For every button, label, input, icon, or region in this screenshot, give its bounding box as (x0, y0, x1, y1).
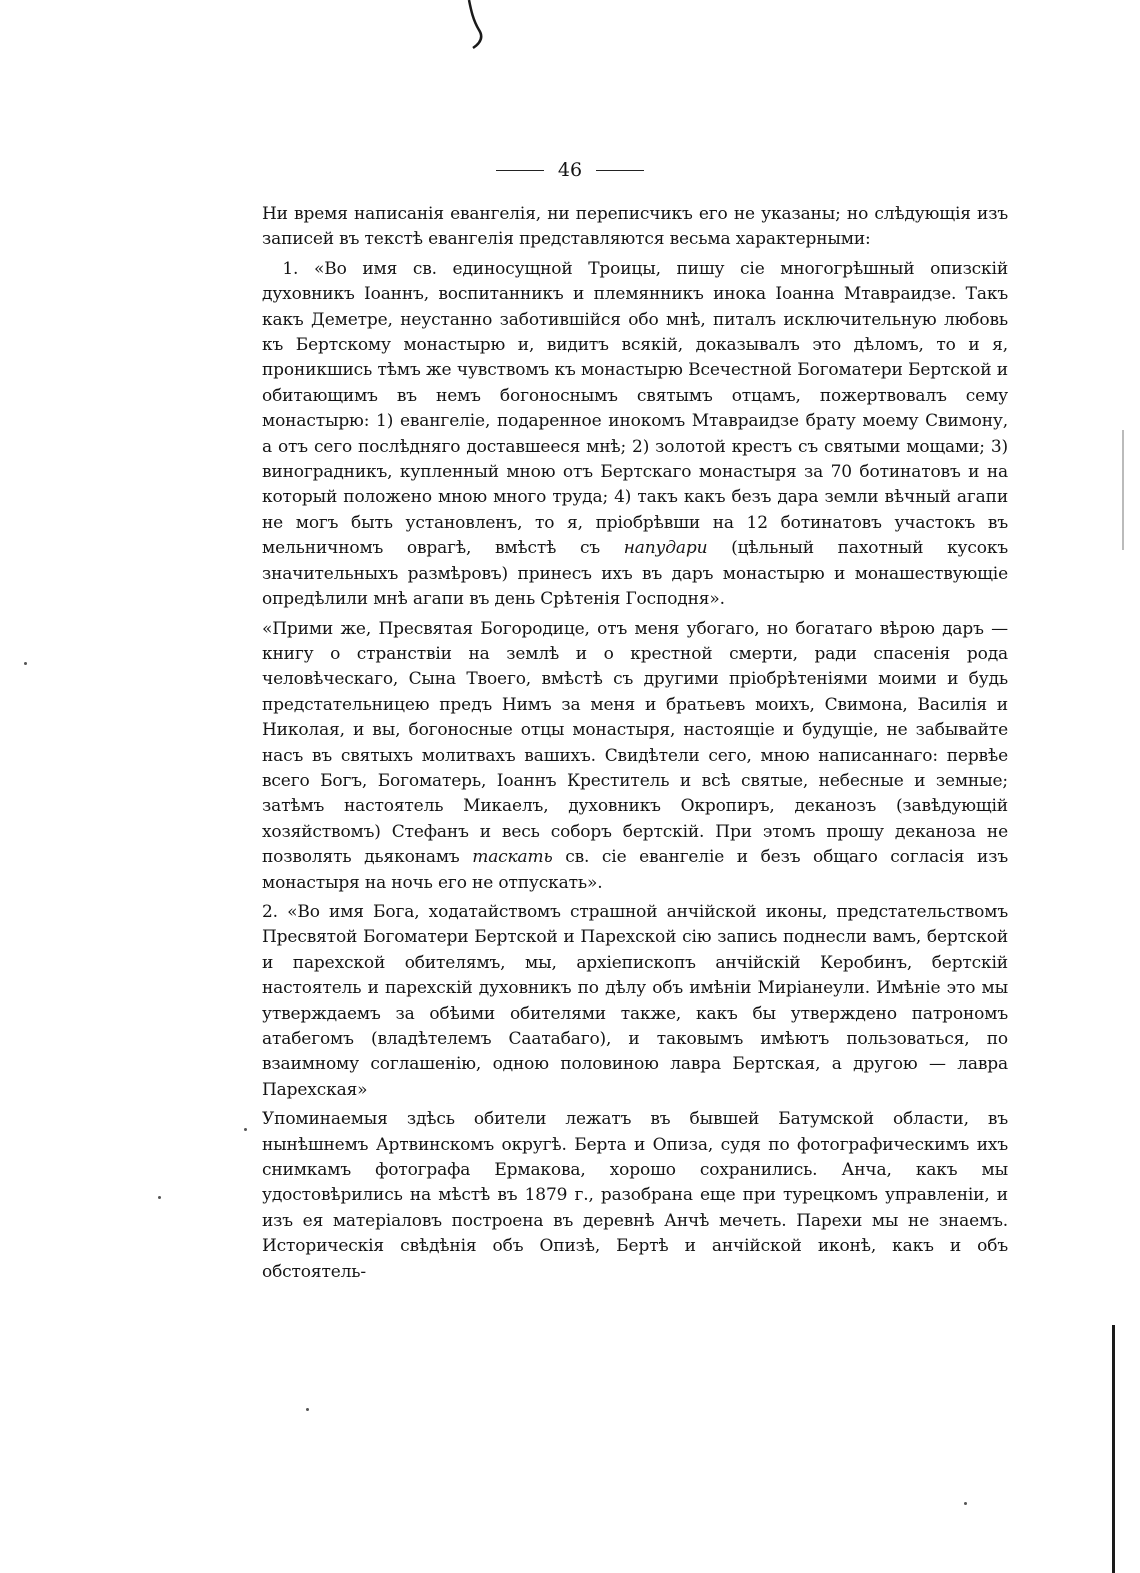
italic-term: напудари (623, 538, 708, 559)
paragraph-text: Ни время написанія евангелія, ни переписчикъ его не указаны; но слѣдующія изъ записей въ текстѣ евангелія представляются весьма характерными: (262, 204, 1008, 250)
paragraph-text: св. сіе евангеліе и безъ общаго согласія изъ монастыря на ночь его не отпускать». (262, 847, 1008, 893)
scan-speck (244, 1128, 247, 1131)
paragraph (262, 900, 1008, 1103)
header-rule-right (596, 170, 644, 171)
paragraph (262, 1107, 1008, 1285)
scan-edge-line (1112, 1325, 1115, 1573)
scan-speck (158, 1196, 161, 1199)
paragraph (262, 257, 1008, 613)
scan-speck (306, 1408, 309, 1411)
margin-bracket-mark (455, 0, 495, 52)
body-text (262, 202, 1008, 1289)
paragraph-text: 2. «Во имя Бога, ходатайствомъ страшной анчійской иконы, предстательствомъ Пресвятой Богоматери Бертской и Парехской сію запись поднесли вамъ, бертской и парехской обителямъ, мы, архіепископъ анчійскій Керобинъ, бертскій настоятель и парехскій духовникъ по дѣлу объ имѣніи Миріанеули. Имѣніе это мы утверждаемъ за обѣими обителями также, какъ бы утверждено патрономъ атабегомъ (владѣтелемъ Саатабаго), и таковымъ имѣютъ пользоваться, по взаимному соглашенію, одною половиною лавра Бертская, а другою — лавра Парехская» (262, 901, 1008, 1100)
italic-term: таскать (472, 847, 553, 868)
paragraph-text: «Прими же, Пресвятая Богородице, отъ меня убогаго, но богатаго вѣрою даръ — книгу о странствіи на землѣ и о крестной смерти, ради спасенія рода человѣческаго, Сына Твоего, вмѣстѣ съ другими пріобрѣтеніями моими и будь предстательницею предъ Нимъ за меня и братьевъ моихъ, Свимона, Василія и Николая, и вы, богоносные отцы монастыря, настоящіе и будущіе, не забывайте насъ въ святыхъ молитвахъ вашихъ. Свидѣтели сего, мною написаннаго: первѣе всего Богъ, Богоматерь, Іоаннъ Креститель и всѣ святые, небесные и земные; затѣмъ настоятель Микаелъ, духовникъ Окропиръ, деканозъ (завѣдующій хозяйствомъ) Стефанъ и весь соборъ бертскій. При этомъ прошу деканоза не позволять дьяконамъ (262, 618, 1008, 868)
page-number: 46 (557, 159, 583, 181)
paragraph (262, 617, 1008, 896)
scan-speck (24, 662, 27, 665)
scan-speck (964, 1502, 967, 1505)
page-header (0, 158, 1140, 182)
scan-edge-shadow (1122, 430, 1124, 550)
paragraph (262, 202, 1008, 253)
paragraph-text: 1. «Во имя св. единосущной Троицы, пишу сіе многогрѣшный опизскій духовникъ Іоаннъ, воспитанникъ и племянникъ инока Іоанна Мтавраидзе. Такъ какъ Деметре, неустанно заботившійся обо мнѣ, питалъ исключительную любовь къ Бертскому монастырю и, видитъ всякій, доказывалъ это дѣломъ, то и я, проникшись тѣмъ же чувствомъ къ монастырю Всечестной Богоматери Бертской и обитающимъ въ немъ богоноснымъ святымъ отцамъ, пожертвовалъ сему монастырю: 1) евангеліе, подаренное инокомъ Мтавраидзе брату моему Свимону, а отъ сего послѣдняго доставшееся мнѣ; 2) золотой крестъ съ святыми мощами; 3) виноградникъ, купленный мною отъ Бертскаго монастыря за 70 ботинатовъ и на который положено мною много труда; 4) такъ какъ безъ дара земли вѣчный агапи не могъ быть установленъ, то я, пріобрѣвши на 12 ботинатовъ участокъ въ мельничномъ оврагѣ, вмѣстѣ съ (262, 258, 1008, 559)
header-rule-left (496, 170, 544, 171)
paragraph-text: (цѣльный пахотный кусокъ значительныхъ размѣровъ) принесъ ихъ въ даръ монастырю и монашествующіе опредѣлили мнѣ агапи въ день Срѣтенія Господня». (262, 538, 1008, 610)
paragraph-text: Упоминаемыя здѣсь обители лежатъ въ бывшей Батумской области, въ нынѣшнемъ Артвинскомъ округѣ. Берта и Опиза, судя по фотографическимъ ихъ снимкамъ фотографа Ермакова, хорошо сохранились. Анча, какъ мы удостовѣрились на мѣстѣ въ 1879 г., разобрана еще при турецкомъ управленіи, и изъ ея матеріаловъ построена въ деревнѣ Анчѣ мечеть. Парехи мы не знаемъ. Историческія свѣдѣнія объ Опизѣ, Бертѣ и анчійской иконѣ, какъ и объ обстоятель- (262, 1109, 1008, 1282)
